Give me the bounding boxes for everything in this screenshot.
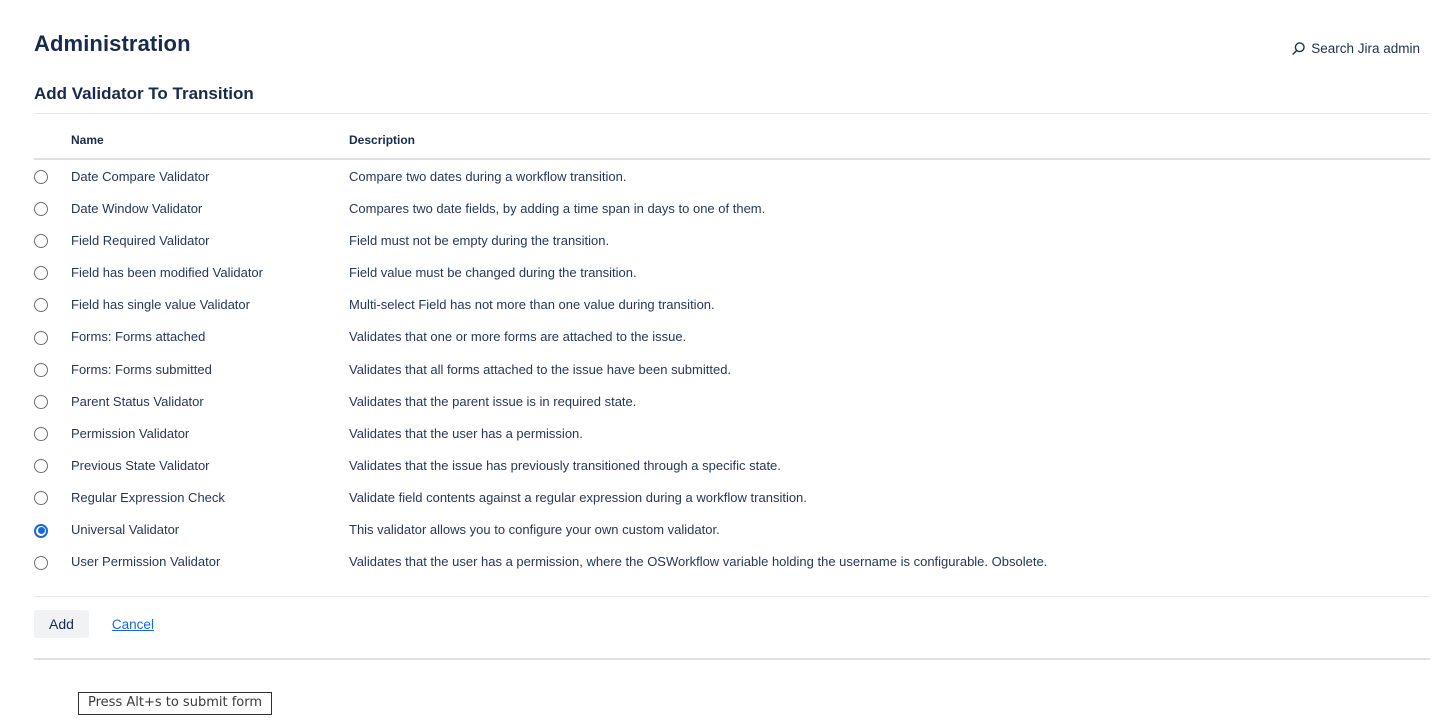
admin-search-label: Search Jira admin xyxy=(1311,41,1420,56)
table-row xyxy=(34,353,1430,385)
validator-name[interactable]: Date Window Validator xyxy=(71,200,203,216)
radio-column-header xyxy=(34,114,71,159)
radio-cell xyxy=(34,353,71,385)
validator-name[interactable]: Date Compare Validator xyxy=(71,168,210,184)
radio-button[interactable] xyxy=(34,395,48,409)
validator-description: Field must not be empty during the transition. xyxy=(349,232,610,248)
table-header-row xyxy=(34,114,1430,159)
table-row xyxy=(34,385,1430,417)
validator-name[interactable]: User Permission Validator xyxy=(71,554,221,570)
validator-name[interactable]: Permission Validator xyxy=(71,425,190,441)
radio-button[interactable] xyxy=(34,170,48,184)
validator-name[interactable]: Field has single value Validator xyxy=(71,297,250,313)
validator-description: Validates that the parent issue is in required state. xyxy=(349,393,637,409)
validator-description: Compare two dates during a workflow transition. xyxy=(349,168,627,184)
submit-shortcut-tooltip: Press Alt+s to submit form xyxy=(78,692,272,715)
table-row xyxy=(34,417,1430,449)
radio-button[interactable] xyxy=(34,363,48,377)
radio-button[interactable] xyxy=(34,266,48,280)
radio-button[interactable] xyxy=(34,524,48,538)
validator-description: Validates that one or more forms are attached to the issue. xyxy=(349,329,687,345)
top-bar xyxy=(34,31,1430,57)
radio-button[interactable] xyxy=(34,427,48,441)
bottom-divider xyxy=(34,658,1430,660)
radio-cell xyxy=(34,224,71,256)
add-button[interactable]: Add xyxy=(34,610,89,638)
radio-cell xyxy=(34,256,71,288)
validator-description: Field value must be changed during the transition. xyxy=(349,265,637,281)
validator-name[interactable]: Parent Status Validator xyxy=(71,393,204,409)
validator-name[interactable]: Previous State Validator xyxy=(71,457,210,473)
validator-name[interactable]: Forms: Forms attached xyxy=(71,329,206,345)
table-row xyxy=(34,159,1430,192)
table-row xyxy=(34,289,1430,321)
table-row xyxy=(34,256,1430,288)
radio-cell xyxy=(34,159,71,192)
section-title: Add Validator To Transition xyxy=(34,84,1430,114)
validator-name[interactable]: Universal Validator xyxy=(71,522,180,538)
radio-cell xyxy=(34,289,71,321)
validator-name[interactable]: Forms: Forms submitted xyxy=(71,361,212,377)
validator-description: Validates that the issue has previously transitioned through a specific state. xyxy=(349,457,781,473)
validator-name[interactable]: Regular Expression Check xyxy=(71,490,225,506)
validator-description: Validate field contents against a regular expression during a workflow transition. xyxy=(349,490,807,506)
validator-description: Multi-select Field has not more than one value during transition. xyxy=(349,297,715,313)
radio-cell xyxy=(34,546,71,578)
name-column-header: Name xyxy=(71,114,349,159)
table-row xyxy=(34,321,1430,353)
radio-cell xyxy=(34,514,71,546)
table-row xyxy=(34,449,1430,481)
radio-button[interactable] xyxy=(34,491,48,505)
radio-button[interactable] xyxy=(34,459,48,473)
radio-cell xyxy=(34,321,71,353)
search-icon xyxy=(1291,41,1306,56)
validator-description: Compares two date fields, by adding a time span in days to one of them. xyxy=(349,200,766,216)
validator-description: Validates that the user has a permission, where the OSWorkflow variable holding the username is configurable. Obsolete. xyxy=(349,554,1048,570)
table-row xyxy=(34,482,1430,514)
table-row xyxy=(34,514,1430,546)
radio-button[interactable] xyxy=(34,556,48,570)
validator-name[interactable]: Field Required Validator xyxy=(71,232,210,248)
table-row xyxy=(34,546,1430,578)
radio-button[interactable] xyxy=(34,298,48,312)
radio-button[interactable] xyxy=(34,331,48,345)
cancel-link[interactable]: Cancel xyxy=(111,616,154,632)
page-title: Administration xyxy=(34,31,191,56)
radio-cell xyxy=(34,385,71,417)
table-row xyxy=(34,192,1430,224)
radio-cell xyxy=(34,482,71,514)
validators-table xyxy=(34,114,1430,578)
description-column-header: Description xyxy=(349,114,1430,159)
admin-page xyxy=(0,31,1436,660)
validator-description: This validator allows you to configure your own custom validator. xyxy=(349,522,720,538)
radio-button[interactable] xyxy=(34,202,48,216)
validator-description: Validates that the user has a permission. xyxy=(349,425,583,441)
form-actions xyxy=(34,597,1430,650)
radio-cell xyxy=(34,449,71,481)
radio-cell xyxy=(34,417,71,449)
table-row xyxy=(34,224,1430,256)
validator-name[interactable]: Field has been modified Validator xyxy=(71,265,263,281)
validator-description: Validates that all forms attached to the issue have been submitted. xyxy=(349,361,732,377)
admin-search[interactable] xyxy=(1291,41,1420,56)
radio-button[interactable] xyxy=(34,234,48,248)
radio-cell xyxy=(34,192,71,224)
